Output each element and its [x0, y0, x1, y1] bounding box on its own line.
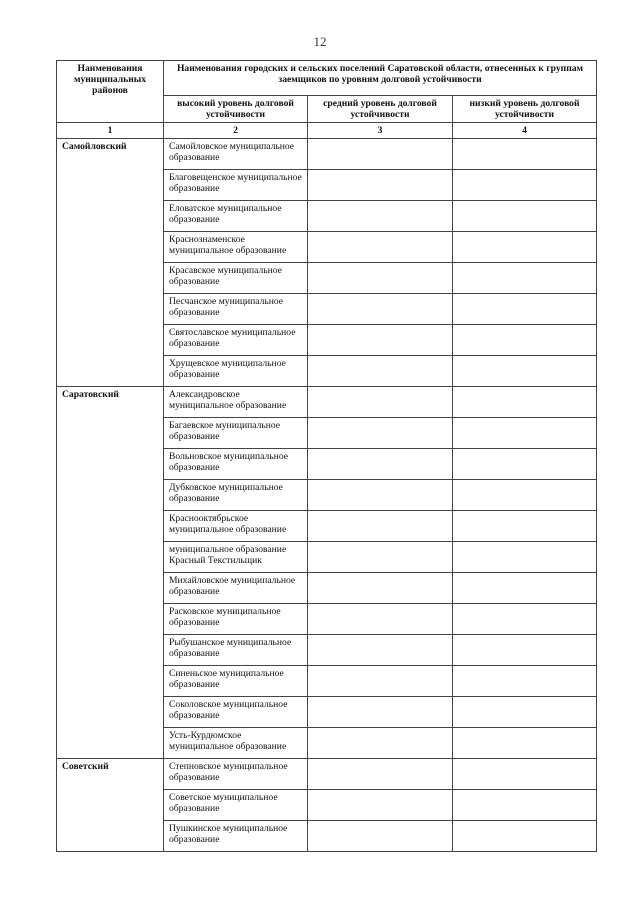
settlement-name: Краснознаменское муниципальное образование	[164, 232, 308, 263]
header-group: Наименования городских и сельских поселений Саратовской области, отнесенных к группам заемщиков по уровням долговой устойчивости	[164, 61, 597, 96]
settlement-name: Советское муниципальное образование	[164, 790, 308, 821]
table-row	[57, 139, 597, 170]
district-name: Советский	[57, 759, 164, 852]
settlement-name: Рыбушанское муниципальное образование	[164, 635, 308, 666]
low-level-cell	[453, 573, 597, 604]
medium-level-cell	[308, 759, 453, 790]
medium-level-cell	[308, 418, 453, 449]
district-name: Саратовский	[57, 387, 164, 759]
header-row-1	[57, 61, 597, 96]
low-level-cell	[453, 263, 597, 294]
page-number: 12	[313, 34, 327, 49]
header-col-low: низкий уровень долговой устойчивости	[453, 96, 597, 123]
settlement-name: Багаевское муниципальное образование	[164, 418, 308, 449]
medium-level-cell	[308, 387, 453, 418]
medium-level-cell	[308, 728, 453, 759]
low-level-cell	[453, 697, 597, 728]
settlement-name: Синеньское муниципальное образование	[164, 666, 308, 697]
settlement-name: Красавское муниципальное образование	[164, 263, 308, 294]
settlement-name: Александровское муниципальное образование	[164, 387, 308, 418]
low-level-cell	[453, 139, 597, 170]
medium-level-cell	[308, 635, 453, 666]
medium-level-cell	[308, 666, 453, 697]
settlement-name: муниципальное образование Красный Текстильщик	[164, 542, 308, 573]
low-level-cell	[453, 480, 597, 511]
medium-level-cell	[308, 139, 453, 170]
medium-level-cell	[308, 449, 453, 480]
district-name: Самойловский	[57, 139, 164, 387]
settlement-name: Усть-Курдюмское муниципальное образование	[164, 728, 308, 759]
medium-level-cell	[308, 294, 453, 325]
settlement-name: Самойловское муниципальное образование	[164, 139, 308, 170]
low-level-cell	[453, 728, 597, 759]
medium-level-cell	[308, 511, 453, 542]
low-level-cell	[453, 449, 597, 480]
low-level-cell	[453, 635, 597, 666]
table-row	[57, 759, 597, 790]
column-number: 3	[308, 123, 453, 139]
low-level-cell	[453, 356, 597, 387]
medium-level-cell	[308, 480, 453, 511]
settlement-name: Еловатское муниципальное образование	[164, 201, 308, 232]
settlement-name: Михайловское муниципальное образование	[164, 573, 308, 604]
low-level-cell	[453, 542, 597, 573]
low-level-cell	[453, 790, 597, 821]
medium-level-cell	[308, 263, 453, 294]
low-level-cell	[453, 170, 597, 201]
medium-level-cell	[308, 232, 453, 263]
settlement-name: Дубковское муниципальное образование	[164, 480, 308, 511]
header-col-medium: средний уровень долговой устойчивости	[308, 96, 453, 123]
borrower-groups-table	[56, 60, 597, 852]
column-number: 4	[453, 123, 597, 139]
low-level-cell	[453, 418, 597, 449]
settlement-name: Песчанское муниципальное образование	[164, 294, 308, 325]
medium-level-cell	[308, 604, 453, 635]
medium-level-cell	[308, 170, 453, 201]
settlement-name: Хрущевское муниципальное образование	[164, 356, 308, 387]
medium-level-cell	[308, 325, 453, 356]
settlement-name: Соколовское муниципальное образование	[164, 697, 308, 728]
medium-level-cell	[308, 201, 453, 232]
settlement-name: Степновское муниципальное образование	[164, 759, 308, 790]
low-level-cell	[453, 325, 597, 356]
low-level-cell	[453, 666, 597, 697]
medium-level-cell	[308, 542, 453, 573]
settlement-name: Расковское муниципальное образование	[164, 604, 308, 635]
medium-level-cell	[308, 697, 453, 728]
header-col-high: высокий уровень долговой устойчивости	[164, 96, 308, 123]
column-number: 1	[57, 123, 164, 139]
settlement-name: Пушкинское муниципальное образование	[164, 821, 308, 852]
low-level-cell	[453, 387, 597, 418]
table-row	[57, 387, 597, 418]
medium-level-cell	[308, 821, 453, 852]
low-level-cell	[453, 201, 597, 232]
column-number-row	[57, 123, 597, 139]
low-level-cell	[453, 759, 597, 790]
low-level-cell	[453, 604, 597, 635]
medium-level-cell	[308, 790, 453, 821]
header-col-districts: Наименования муниципальных районов	[57, 61, 164, 123]
low-level-cell	[453, 294, 597, 325]
medium-level-cell	[308, 573, 453, 604]
table-body	[57, 61, 597, 852]
settlement-name: Краснооктябрьское муниципальное образование	[164, 511, 308, 542]
settlement-name: Вольновское муниципальное образование	[164, 449, 308, 480]
low-level-cell	[453, 232, 597, 263]
settlement-name: Святославское муниципальное образование	[164, 325, 308, 356]
medium-level-cell	[308, 356, 453, 387]
column-number: 2	[164, 123, 308, 139]
settlement-name: Благовещенское муниципальное образование	[164, 170, 308, 201]
low-level-cell	[453, 821, 597, 852]
low-level-cell	[453, 511, 597, 542]
